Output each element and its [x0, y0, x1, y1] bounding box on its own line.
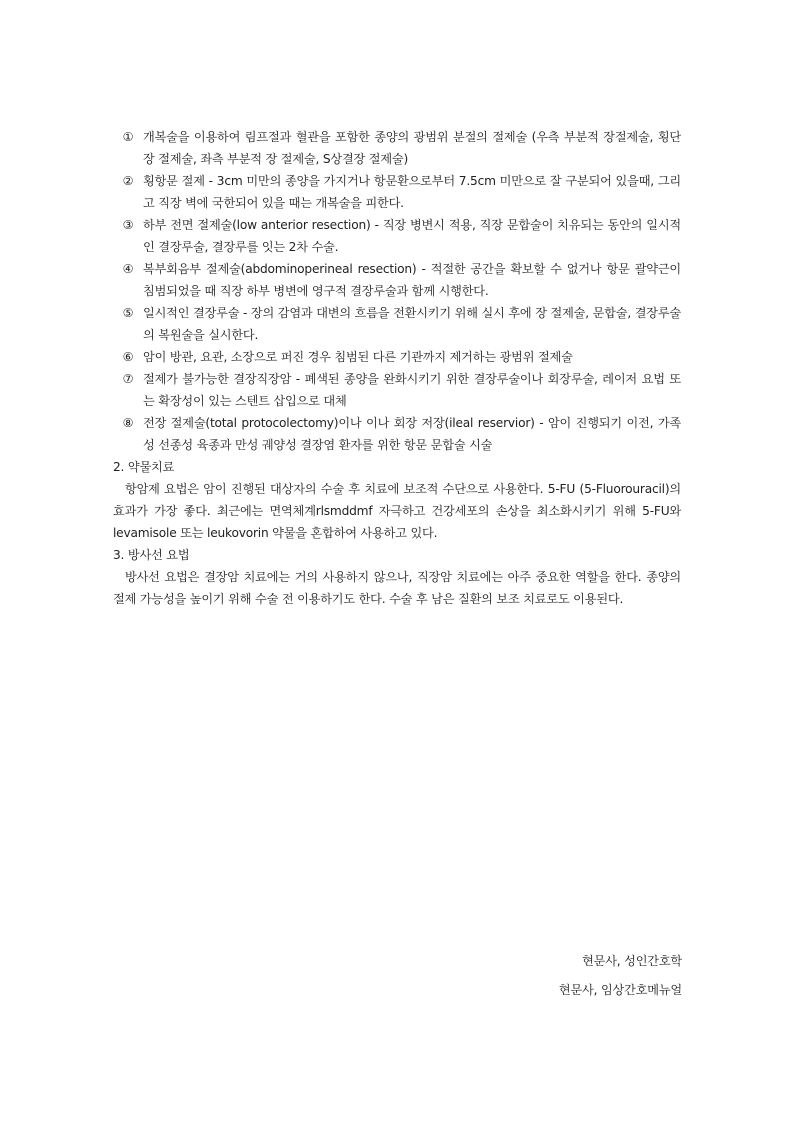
reference-line: 현문사, 임상간호메뉴얼	[558, 983, 682, 997]
list-marker: ①	[122, 130, 134, 144]
list-marker: ②	[122, 174, 134, 188]
list-item	[113, 126, 681, 170]
list-marker: ⑧	[122, 416, 134, 430]
list-item-text: 암이 방관, 요관, 소장으로 퍼진 경우 침범된 다른 기관까지 제거하는 광범위 절제술	[143, 350, 573, 364]
drug-therapy-paragraph: 항암제 요법은 암이 진행된 대상자의 수술 후 치료에 보조적 수단으로 사용한다. 5-FU (5-Fluorouracil)의 효과가 가장 좋다. 최근에는 면역체계rlsmddmf 자극하고 건강세포의 손상을 최소화시키기 위해 5-FU와 levamisole 또는 leukovorin 약물을 혼합하여 사용하고 있다.	[113, 482, 681, 540]
references	[559, 947, 682, 1005]
list-item-text: 절제가 불가능한 결장직장암 - 폐색된 종양을 완화시키기 위한 결장루술이나 회장루술, 레이저 요법 또는 확장성이 있는 스텐트 삽입으로 대체	[143, 372, 681, 408]
list-marker: ④	[122, 262, 134, 276]
list-item-text: 일시적인 결장루술 - 장의 감염과 대변의 흐름을 전환시키기 위해 실시 후에 장 절제술, 문합술, 결장루술의 복원술을 실시한다.	[143, 306, 681, 342]
radiation-therapy-heading: 3. 방사선 요법	[113, 548, 190, 562]
list-item-text: 전장 절제술(total protocolectomy)이나 이나 회장 저장(ileal reservior) - 암이 진행되기 이전, 가족성 선종성 육종과 만성 궤양성 결장염 환자를 위한 항문 문합술 시술	[143, 416, 681, 452]
list-marker: ③	[122, 218, 134, 232]
list-item	[113, 302, 681, 346]
list-item	[113, 258, 681, 302]
list-item	[113, 346, 681, 368]
list-marker: ⑥	[122, 350, 134, 364]
radiation-therapy-paragraph: 방사선 요법은 결장암 치료에는 거의 사용하지 않으나, 직장암 치료에는 아주 중요한 역할을 한다. 종양의 절제 가능성을 높이기 위해 수술 전 이용하기도 한다. 수술 후 남은 질환의 보조 치료로도 이용된다.	[113, 570, 681, 606]
list-item-text: 개복술을 이용하여 림프절과 혈관을 포함한 종양의 광범위 분절의 절제술 (우측 부분적 장절제술, 횡단 장 절제술, 좌측 부분적 장 절제술, S상결장 절제술)	[143, 130, 681, 166]
reference-line: 현문사, 성인간호학	[582, 954, 682, 968]
list-marker: ⑦	[122, 372, 134, 386]
list-item	[113, 368, 681, 412]
list-marker: ⑤	[122, 306, 134, 320]
list-item	[113, 170, 681, 214]
list-item	[113, 412, 681, 456]
drug-therapy-heading: 2. 약물치료	[113, 460, 175, 474]
list-item	[113, 214, 681, 258]
document-body	[113, 126, 681, 610]
list-item-text: 하부 전면 절제술(low anterior resection) - 직장 병변시 적용, 직장 문합술이 치유되는 동안의 일시적인 결장루술, 결장루를 잇는 2차 수술.	[143, 218, 681, 254]
list-item-text: 횡항문 절제 - 3cm 미만의 종양을 가지거나 항문환으로부터 7.5cm 미만으로 잘 구분되어 있을때, 그리고 직장 벽에 국한되어 있을 때는 개복술을 피한다.	[143, 174, 681, 210]
list-item-text: 복부회음부 절제술(abdominoperineal resection) - 적절한 공간을 확보할 수 없거나 항문 괄약근이 침범되었을 때 직장 하부 병변에 영구적 결장루술과 함께 시행한다.	[143, 262, 681, 298]
